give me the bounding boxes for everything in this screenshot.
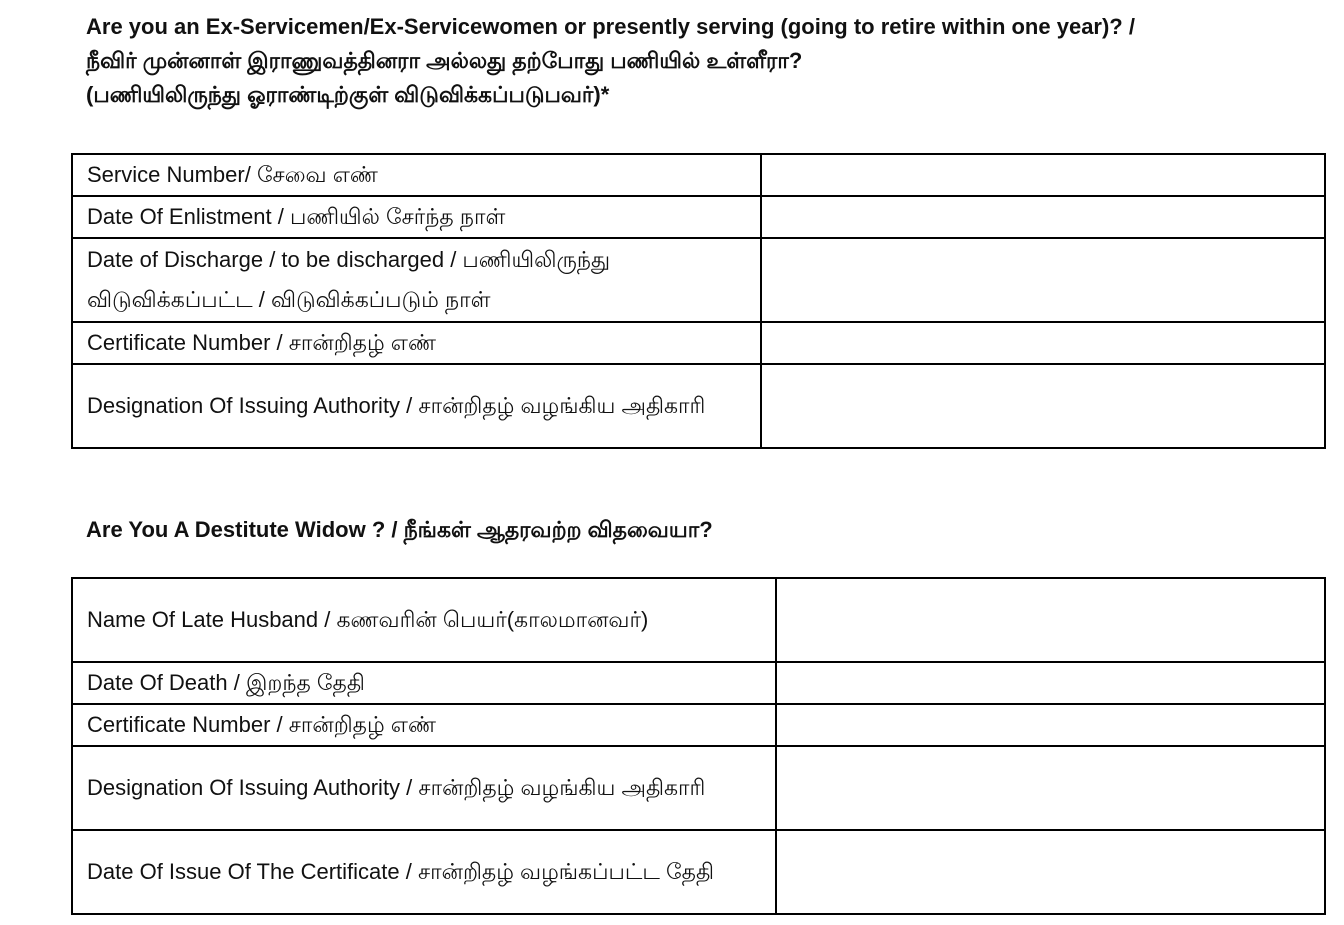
late-husband-name-field[interactable] — [776, 578, 1325, 662]
table-row — [72, 746, 1325, 830]
table-row — [72, 662, 1325, 704]
widow-issuing-authority-label: Designation Of Issuing Authority / சான்றிதழ் வழங்கிய அதிகாரி — [72, 746, 776, 830]
enlistment-date-field[interactable] — [761, 196, 1325, 238]
table-row — [72, 364, 1325, 448]
heading-english: Are you an Ex-Servicemen/Ex-Servicewomen or presently serving (going to retire within one year)? / — [86, 14, 1135, 39]
death-date-field[interactable] — [776, 662, 1325, 704]
certificate-number-label: Certificate Number / சான்றிதழ் எண் — [72, 322, 761, 364]
issuing-authority-field[interactable] — [761, 364, 1325, 448]
table-row — [72, 196, 1325, 238]
table-row — [72, 830, 1325, 914]
discharge-date-field[interactable] — [761, 238, 1325, 322]
death-date-label: Date Of Death / இறந்த தேதி — [72, 662, 776, 704]
issuing-authority-label: Designation Of Issuing Authority / சான்றிதழ் வழங்கிய அதிகாரி — [72, 364, 761, 448]
enlistment-date-label: Date Of Enlistment / பணியில் சேர்ந்த நாள் — [72, 196, 761, 238]
destitute-widow-question-heading — [86, 513, 713, 547]
table-row — [72, 322, 1325, 364]
ex-servicemen-details-table — [71, 153, 1326, 449]
heading-tamil-line1: நீவிர் முன்னாள் இராணுவத்தினரா அல்லது தற்போது பணியில் உள்ளீரா? — [86, 48, 803, 73]
ex-servicemen-question-heading — [86, 10, 1135, 112]
late-husband-name-label: Name Of Late Husband / கணவரின் பெயர்(காலமானவர்) — [72, 578, 776, 662]
table-row — [72, 154, 1325, 196]
service-number-field[interactable] — [761, 154, 1325, 196]
table-row — [72, 238, 1325, 322]
destitute-widow-details-table — [71, 577, 1326, 915]
heading-tamil-line2: (பணியிலிருந்து ஓராண்டிற்குள் விடுவிக்கப்படுபவர்)* — [86, 82, 610, 107]
table-row — [72, 704, 1325, 746]
table-row — [72, 578, 1325, 662]
certificate-number-field[interactable] — [761, 322, 1325, 364]
widow-issuing-authority-field[interactable] — [776, 746, 1325, 830]
certificate-issue-date-label: Date Of Issue Of The Certificate / சான்றிதழ் வழங்கப்பட்ட தேதி — [72, 830, 776, 914]
service-number-label: Service Number/ சேவை எண் — [72, 154, 761, 196]
widow-heading-text: Are You A Destitute Widow ? / நீங்கள் ஆதரவற்ற விதவையா? — [86, 517, 713, 542]
discharge-date-label: Date of Discharge / to be discharged / பணியிலிருந்து விடுவிக்கப்பட்ட / விடுவிக்கப்படும் நாள் — [72, 238, 761, 322]
certificate-issue-date-field[interactable] — [776, 830, 1325, 914]
widow-certificate-number-field[interactable] — [776, 704, 1325, 746]
widow-certificate-number-label: Certificate Number / சான்றிதழ் எண் — [72, 704, 776, 746]
